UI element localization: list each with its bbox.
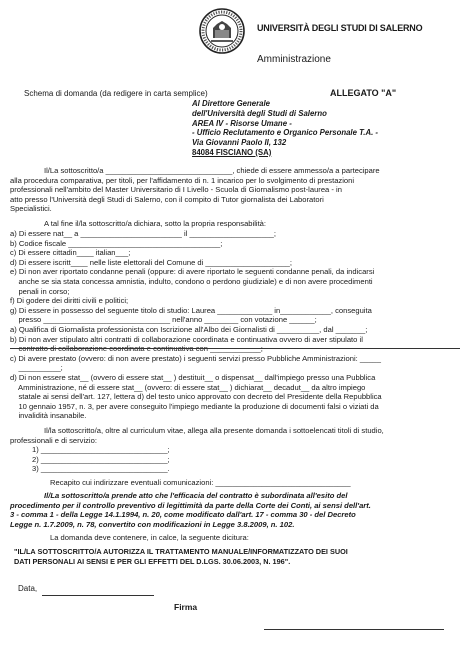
declaration-item: anche se sia stata concessa amnistia, indulto, condono o perdono giudiziale) e di non avere procedimenti [10,276,373,286]
declaration-item: c) Di avere prestato (ovvero: di non avere prestato) i seguenti servizi presso Pubbliche Amministrazioni: _____ [10,353,382,363]
attachment-slot: 1) ______________________________; [32,445,170,455]
consent-line: "IL/LA SOTTOSCRITTO/A AUTORIZZA IL TRATTAMENTO MANUALE/INFORMATIZZATO DEI SUOI [14,547,348,556]
recipient-line: - Ufficio Reclutamento e Organico Personale T.A. - [192,128,379,138]
intro-line: Specialistici. [10,204,52,214]
recipient-line: Via Giovanni Paolo II, 132 [192,138,287,148]
declaration-item: penali in corso; [10,286,70,296]
recipient-block [192,99,378,158]
consent-line: DATI PERSONALI AI SENSI E PER GLI EFFETTI DEL D.LGS. 30.06.2003, N. 196". [14,557,291,566]
attachments-line: professionali e di servizio: [10,435,97,445]
declaration-intro: A tal fine il/la sottoscritto/a dichiara, sotto la propria responsabilità: [44,219,267,228]
declaration-item: d) Di non essere stat__ (ovvero di essere stat__ ) destituit__ o dispensat__ dall'impiego presso una Pubblica [10,372,376,382]
declaration-item: statale ai sensi dell'art. 127, lettera d) del testo unico approvato con decreto del Presidente della Repubblica [10,392,382,402]
condition-line: 3 - comma 1 - della Legge 14.1.1994, n. 20, come modificato dall'art. 17 - comma 30 - del Decreto [10,510,356,520]
university-seal-logo [199,8,245,54]
date-line [42,595,154,596]
declaration-item: g) Di essere in possesso del seguente titolo di studio: Laurea _____________ in____________, conseguita [10,305,372,315]
consent-statement [14,547,348,567]
attachments-block [10,426,384,474]
condition-line: Legge n. 1.7.2009, n. 78, convertito con modificazioni in Legge 3.8.2009, n. 102. [10,519,295,529]
attachment-slot: 2) ______________________________; [32,454,170,464]
office-name: Amministrazione [257,54,331,65]
intro-line: alla procedura comparativa, per titoli, per l'affidamento di n. 1 incarico per lo svolgimento di prestazioni [10,175,355,185]
condition-line: Il/La sottoscritto/a prende atto che l'efficacia del contratto è subordinata all'esito del [44,491,348,500]
condition-line: procedimento per il controllo preventivo di legittimità da parte della Corte dei Conti, ai sensi dell'art. [10,500,371,510]
declaration-item: d) Di essere iscritt____ nelle liste elettorali del Comune di ____________________; [10,257,292,267]
declaration-item: 10 gennaio 1957, n. 3, per avere conseguito l'impiego mediante la produzione di documenti falsi o viziati da [10,401,379,411]
declaration-item: Amministrazione, né di essere stat__ (ovvero: di essere stat__ ) dichiarat__ decadut__ da altro impiego [10,382,366,392]
recipient-line: dell'Università degli Studi di Salerno [192,108,327,118]
recipient-line: AREA IV - Risorse Umane - [192,118,292,128]
declaration-item: b) Codice fiscale ____________________________________; [10,238,223,248]
declaration-item: __________; [10,363,63,373]
date-label: Data, [18,584,38,593]
declaration-item: a) Qualifica di Giornalista professionista con Iscrizione all'Albo dei Giornalisti di __________, dal _______; [10,324,368,334]
condition-paragraph [10,491,371,529]
declaration-item: f) Di godere dei diritti civili e politici; [10,296,129,306]
signature-line [264,629,444,630]
intro-line: atto presso l'Università degli Studi di Salerno, con il compito di Tutor giornalista dei Laboratori [10,194,324,204]
intro-line: Il/La sottoscritto/a ______________________________, chiede di essere ammesso/a a partecipare [44,166,380,175]
calce-line: La domanda deve contenere, in calce, la seguente dicitura: [50,533,249,542]
signature-label: Firma [174,602,198,612]
schema-title: Schema di domanda (da redigere in carta semplice) [24,89,208,98]
attachments-line: Il/la sottoscritto/a, oltre al curriculum vitae, allega alla presente domanda i sottoelencati titoli di studio, [44,426,384,435]
intro-paragraph [10,166,380,214]
university-name: UNIVERSITÀ DEGLI STUDI DI SALERNO [257,23,423,33]
declaration-item: presso ______________________________ nell'anno ________ con votazione ______; [10,315,317,325]
allegato-label: ALLEGATO "A" [330,88,397,98]
item-separator [10,348,460,349]
attachment-slot: 3) ______________________________. [32,464,170,474]
declaration-item: invalidità insanabile. [10,411,87,421]
intro-line: professionali nell'ambito del Master Universitario di I Livello - Scuola di Giornalismo post-laurea - in [10,185,342,195]
recipient-line: 84084 FISCIANO (SA) [192,147,272,157]
declaration-item: e) Di non aver riportato condanne penali (oppure: di avere riportato le seguenti condanne penali, da indicarsi [10,267,375,277]
declaration-item: a) Di essere nat__ a ________________________ il ____________________; [10,229,277,238]
declaration-item: contratto di collaborazione coordinata e continuativa con ____________; [10,344,263,354]
declaration-item: c) Di essere cittadin____ italian___; [10,248,131,258]
recapito-line: Recapito cui indirizzare eventuali comunicazioni: ________________________________ [50,478,351,487]
recipient-line: Al Direttore Generale [192,99,270,108]
declaration-item: b) Di non aver stipulato altri contratti di collaborazione coordinata e continuativa ovvero di aver stipulato il [10,334,363,344]
declarations-list [10,229,382,421]
